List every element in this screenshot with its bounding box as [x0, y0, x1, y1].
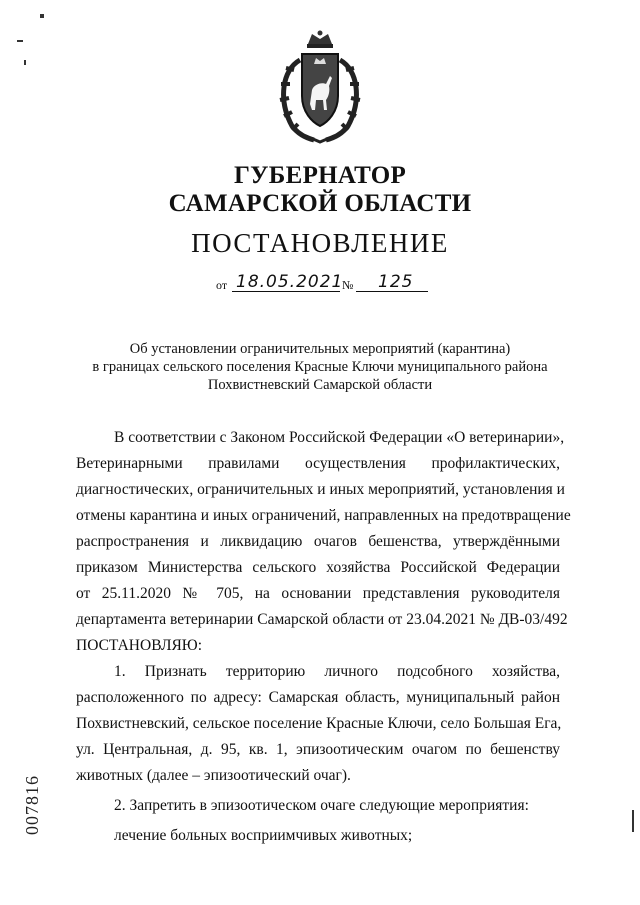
samara-coat-of-arms-icon — [270, 30, 370, 148]
date-number-line — [210, 272, 440, 296]
body-line: 1. Признать территорию личного подсобного хозяйства, — [114, 663, 560, 680]
scan-mark — [632, 810, 634, 832]
scan-mark — [17, 40, 23, 42]
number-prefix: № — [342, 278, 354, 292]
body-line: департамента ветеринарии Самарской области от 23.04.2021 № ДВ-03/492 — [76, 611, 568, 628]
governor-title: ГУБЕРНАТОР — [233, 162, 407, 189]
subject-line-3: Похвистневский Самарской области — [207, 377, 433, 393]
number-value: 125 — [378, 272, 414, 292]
body-line: от 25.11.2020 № 705, на основании представления руководителя — [76, 585, 560, 602]
body-line: приказом Министерства сельского хозяйства Российской Федерации — [76, 559, 560, 576]
subject-line-2: в границах сельского поселения Красные Ключи муниципального района — [92, 359, 548, 375]
body-line: диагностических, ограничительных и иных мероприятий, установления и — [76, 481, 565, 498]
body-line: распространения и ликвидацию очагов бешенства, утверждёнными — [76, 533, 560, 550]
body-line: Похвистневский, сельское поселение Красные Ключи, село Большая Ега, — [76, 715, 562, 732]
body-line: животных (далее – эпизоотический очаг). — [76, 767, 351, 784]
date-value: 18.05.2021 — [236, 272, 344, 292]
document-type-title: ПОСТАНОВЛЕНИЕ — [191, 228, 449, 258]
margin-serial-number: 007816 — [22, 775, 42, 835]
body-line: В соответствии с Законом Российской Федерации «О ветеринарии», — [114, 429, 565, 446]
decree-word: ПОСТАНОВЛЯЮ: — [76, 637, 203, 654]
region-title: САМАРСКОЙ ОБЛАСТИ — [168, 190, 472, 217]
body-line: расположенного по адресу: Самарская область, муниципальный район — [76, 689, 560, 706]
date-prefix: от — [216, 278, 228, 292]
body-line: лечение больных восприимчивых животных; — [114, 827, 413, 844]
body-line: Ветеринарными правилами осуществления профилактических, — [76, 455, 560, 472]
body-line: 2. Запретить в эпизоотическом очаге следующие мероприятия: — [114, 797, 529, 814]
body-line: ул. Центральная, д. 95, кв. 1, эпизоотическим очагом по бешенству — [76, 741, 560, 758]
subject-line-1: Об установлении ограничительных мероприятий (карантина) — [129, 341, 511, 357]
scan-mark — [40, 14, 44, 18]
body-line: отмены карантина и иных ограничений, направленных на предотвращение — [76, 507, 571, 524]
scan-mark — [24, 60, 26, 65]
